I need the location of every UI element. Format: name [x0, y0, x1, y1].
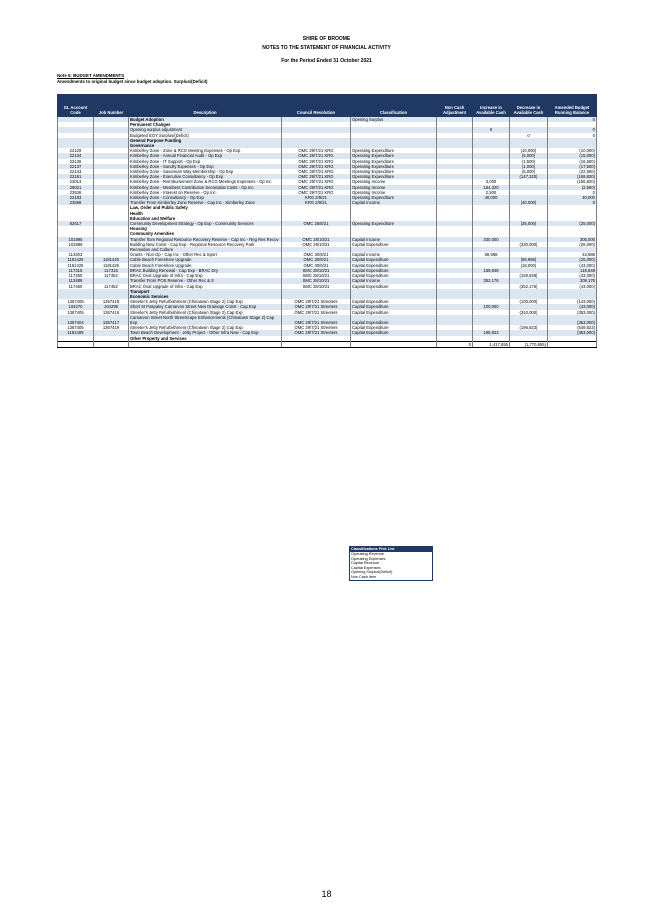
cell-description: Streeter's Jetty Refurbishment (Chinatown Stage 2) Cap Exp — [129, 299, 282, 304]
cell-amended-balance: (549,823) — [548, 325, 597, 330]
cell-classification: Operating Expenditure — [351, 169, 437, 174]
cell-classification: Capital Expenditure — [351, 304, 437, 309]
cell-decrease: (5,000) — [510, 153, 548, 158]
cell-classification: Operating Expenditure — [351, 174, 437, 179]
cell-amended-balance: (143,000) — [548, 299, 597, 304]
table-row — [58, 315, 597, 325]
cell-classification: Operating Income — [351, 190, 437, 195]
cell-council-resolution: OMC 26/8/21 — [282, 221, 351, 226]
cell-classification: Capital Expenditure — [351, 315, 437, 325]
cell-council-resolution: OMC 29/7/21 Streeters — [282, 299, 351, 304]
cell-amended-balance: (10,000) — [548, 148, 597, 153]
cell-gl-account: 22181 — [58, 174, 94, 179]
cell-gl-account: 104270 — [58, 304, 94, 309]
cell-amended-balance: 43,988 — [548, 252, 597, 257]
col-description: Description — [129, 95, 282, 117]
note-title: Note 5: BUDGET AMENDMENTS — [57, 73, 125, 78]
cell-description: Kimberley Zone - Annual Financial Audit - Op Exp — [129, 153, 282, 158]
cell-description: Kimberley Zone - Savannah Way Membership - Op Exp — [129, 169, 282, 174]
cell-description: Budgeted EOY Surplus/(Deficit) — [129, 133, 282, 138]
cell-amended-balance: 0 — [548, 133, 597, 138]
cell-description: General Purpose Funding — [129, 138, 282, 143]
cell-classification: Capital Expenditure — [351, 325, 437, 330]
cell-decrease — [510, 315, 548, 325]
cell-decrease: 0 — [510, 133, 548, 138]
cell-classification: Operating Expenditure — [351, 153, 437, 158]
cell-gl-account: 1181409 — [58, 330, 94, 335]
picklist-item: Capital Revenue — [351, 561, 380, 566]
cell-description: Law, Order and Public Safety — [129, 205, 282, 210]
classifications-pick-list — [349, 546, 433, 581]
cell-increase: 196,823 — [473, 330, 510, 335]
cell-classification: Capital Expenditure — [351, 257, 437, 262]
cell-council-resolution: SMC 28/10/21 — [282, 268, 351, 273]
cell-gl-account: 22183 — [58, 195, 94, 200]
cell-gl-account: 22134 — [58, 153, 94, 158]
cell-decrease: (1,000) — [510, 164, 548, 169]
cell-classification: Capital Income — [351, 237, 437, 242]
cell-gl-account: 1181425 — [58, 263, 94, 268]
cell-council-resolution: OMC 29/7/21 Streeters — [282, 315, 351, 325]
cell-decrease: (352,176) — [510, 284, 548, 289]
cell-decrease: (5,000) — [510, 169, 548, 174]
cell-council-resolution: OMC 29/7/21 KRG — [282, 174, 351, 179]
cell-amended-balance: (25,000) — [548, 221, 597, 226]
report-period: For the Period Ended 31 October 2021 — [281, 58, 372, 64]
cell-description: BRAC Oval Upgrade of Infra - Cap Exp — [129, 284, 282, 289]
cell-description: Community Development Strategy - Op Exp - Community Services — [129, 221, 282, 226]
cell-classification: Operating Expenditure — [351, 164, 437, 169]
picklist-item: Operating Revenue — [351, 552, 384, 556]
cell-council-resolution: OMC 29/7/21 KRG — [282, 185, 351, 190]
cell-amended-balance: 116,848 — [548, 268, 597, 273]
cell-gl-account: 117450 — [58, 273, 94, 278]
cell-description: Governance — [129, 143, 282, 148]
cell-decrease: (68,988) — [510, 257, 548, 262]
org-title: SHIRE OF BROOME — [302, 36, 351, 42]
picklist-item: Non Cash Item — [351, 574, 377, 579]
cell-description: Transport — [129, 289, 282, 294]
cell-gl-account: 101896 — [58, 242, 94, 247]
cell-non-cash — [437, 315, 473, 325]
note-subtitle: Amendments to original budget since budget adoption. Surplus/(Deficit) — [57, 79, 208, 84]
cell-increase: 100,000 — [473, 304, 510, 309]
cell-description: Opening surplus adjustment — [129, 127, 282, 132]
col-classification: Classification — [351, 95, 437, 117]
cell-council-resolution: OMC 29/7/21 KRG — [282, 164, 351, 169]
cell-council-resolution: KRG 2/9/21 — [282, 195, 351, 200]
picklist-item: Capital Expenses — [351, 565, 381, 570]
cell-council-resolution: SMC 28/10/21 — [282, 273, 351, 278]
cell-amended-balance: (17,500) — [548, 164, 597, 169]
cell-increase: 164,320 — [473, 185, 510, 190]
cell-classification: Capital Expenditure — [351, 242, 437, 247]
cell-description: Permanent Changes — [129, 122, 282, 127]
cell-description: Transfer from Regional Resource Recovery Reserve - Cap Inc - Reg Res Recov — [129, 237, 282, 242]
cell-description: Housing — [129, 226, 282, 231]
cell-increase — [473, 315, 510, 325]
cell-description: Kimberley Zone - Reimbursement Zone & RCG Meetings Expenses - Op Inc — [129, 179, 282, 184]
cell-gl-account: 23598 — [58, 200, 94, 205]
cell-council-resolution: OMC 30/9/21 — [282, 252, 351, 257]
cell-council-resolution: OMC 28/10/21 — [282, 237, 351, 242]
cell-amended-balance: (43,000) — [548, 273, 597, 278]
cell-decrease: (100,000) — [510, 299, 548, 304]
cell-classification: Capital Income — [351, 252, 437, 257]
cell-council-resolution: OMC 29/7/21 KRG — [282, 179, 351, 184]
cell-description: Kimberley Zone - Sundry Expenses - Op Exp — [129, 164, 282, 169]
cell-decrease: (25,000) — [510, 221, 548, 226]
cell-classification: Capital Income — [351, 200, 437, 205]
cell-council-resolution: OMC 30/9/21 — [282, 263, 351, 268]
totals-row — [58, 341, 597, 347]
cell-gl-account: 29021 — [58, 185, 94, 190]
cell-description: Kimberley Zone - IT Support - Op Exp — [129, 159, 282, 164]
cell-council-resolution: OMC 30/9/21 — [282, 257, 351, 262]
cell-classification: Capital Expenditure — [351, 284, 437, 289]
col-non-cash: Non Cash Adjustment — [437, 95, 473, 117]
cell-description: Transfer From Kimberley Zone Reserve - Cap Inc - Kimberley Zone — [129, 200, 282, 205]
cell-amended-balance: (353,000) — [548, 330, 597, 335]
cell-decrease: (18,000) — [510, 263, 548, 268]
cell-amended-balance: (166,820) — [548, 179, 597, 184]
cell-amended-balance: 309,176 — [548, 278, 597, 283]
cell-classification: Capital Expenditure — [351, 299, 437, 304]
cell-decrease: (1,500) — [510, 159, 548, 164]
cell-description: Streeter's Jetty Refurbishment (Chinatown Stage 2) Cap Exp — [129, 325, 282, 330]
cell-amended-balance: (169,820) — [548, 174, 597, 179]
cell-amended-balance: 305,000 — [548, 237, 597, 242]
cell-council-resolution: OMC 29/7/21 Streeters — [282, 310, 351, 315]
picklist-item: Opening Surplus(Deficit) — [351, 570, 393, 575]
cell-description: Community Amenities — [129, 231, 282, 236]
cell-gl-account: 117315 — [58, 268, 94, 273]
cell-decrease: (196,823) — [510, 325, 548, 330]
picklist-item: Operating Expenses — [351, 556, 386, 561]
cell-amended-balance: (43,000) — [548, 304, 597, 309]
cell-amended-balance: (353,000) — [548, 310, 597, 315]
cell-council-resolution: OMC 29/7/21 KRG — [282, 159, 351, 164]
cell-council-resolution: OMC 29/7/21 KRG — [282, 153, 351, 158]
cell-classification: Operating Expenditure — [351, 148, 437, 153]
cell-amended-balance: (43,000) — [548, 263, 597, 268]
cell-classification: Capital Expenditure — [351, 330, 437, 335]
cell-gl-account: 113403 — [58, 252, 94, 257]
cell-classification: Capital Income — [351, 278, 437, 283]
cell-gl-account: 1367405 — [58, 310, 94, 315]
cell-description: BRAC Oval Upgrade of Infra - Cap Exp — [129, 273, 282, 278]
cell-classification: Capital Expenditure — [351, 268, 437, 273]
cell-classification: Operating Income — [351, 179, 437, 184]
cell-increase: 0 — [473, 127, 510, 132]
cell-job-number: 117452 — [94, 273, 129, 278]
cell-job-number: 1367419 — [94, 325, 129, 330]
cell-description: Streeter's Jetty Refurbishment (Chinatown Stage 2) Cap Exp — [129, 310, 282, 315]
cell-amended-balance: 0 — [548, 127, 597, 132]
cell-gl-account: 22143 — [58, 169, 94, 174]
cell-amended-balance: (25,000) — [548, 257, 597, 262]
cell-description: Kimberley Zone - Executive Consultancy - Op Exp — [129, 174, 282, 179]
cell-increase: 159,848 — [473, 268, 510, 273]
cell-increase: 68,988 — [473, 252, 510, 257]
cell-council-resolution: SMC 28/10/21 — [282, 284, 351, 289]
cell-amended-balance: (43,000) — [548, 284, 597, 289]
cell-classification: Capital Expenditure — [351, 263, 437, 268]
cell-description: Kimberley Zone - Consultancy - Op Exp — [129, 195, 282, 200]
cell-gl-account: 23536 — [58, 190, 94, 195]
page-number: 18 — [321, 889, 332, 899]
cell-description: Short St Paspaley Carnarvon Street New Drainage Const - Cap Exp — [129, 304, 282, 309]
cell-gl-account: 117450 — [58, 284, 94, 289]
cell-increase: 2,500 — [473, 190, 510, 195]
budget-amendments-table — [57, 94, 597, 348]
col-increase: Increase in Available Cash — [473, 95, 510, 117]
cell-description: Kimberley Zone - Zone & RCG Meeting Expenses - Op Exp — [129, 148, 282, 153]
cell-job-number: 117452 — [94, 284, 129, 289]
cell-classification: Capital Expenditure — [351, 310, 437, 315]
col-council-resolution: Council Resolution — [282, 95, 351, 117]
cell-description: Economic Services — [129, 294, 282, 299]
cell-amended-balance: (353,000) — [548, 315, 597, 325]
cell-job-number: 1367419 — [94, 310, 129, 315]
cell-council-resolution: OMC 28/10/21 — [282, 242, 351, 247]
cell-description: Education and Welfare — [129, 216, 282, 221]
cell-description: Health — [129, 211, 282, 216]
cell-gl-account: 113489 — [58, 278, 94, 283]
total-decrease: (1,770,655) — [510, 341, 548, 347]
cell-job-number: 1181426 — [94, 263, 129, 268]
cell-decrease: (10,000) — [510, 148, 548, 153]
cell-job-number: 1367417 — [94, 315, 129, 325]
cell-amended-balance: 40,000 — [548, 195, 597, 200]
cell-description: Town Beach Development - Jetty Project - Other Infra New - Cap Exp — [129, 330, 282, 335]
cell-classification: Operating Expenditure — [351, 159, 437, 164]
cell-decrease: (147,320) — [510, 174, 548, 179]
picklist-title: Classifications Pick List — [350, 547, 432, 552]
cell-council-resolution: OMC 29/7/21 KRG — [282, 169, 351, 174]
cell-gl-account: 23013 — [58, 179, 94, 184]
cell-increase: 40,000 — [473, 195, 510, 200]
cell-description: Budget Adoption — [129, 117, 282, 123]
cell-description: Kimberley Zone - Members Contribution Secretariat Costs - Op Inc — [129, 185, 282, 190]
table-body — [58, 117, 597, 342]
cell-gl-account: 1367405 — [58, 325, 94, 330]
cell-increase: 330,000 — [473, 237, 510, 242]
cell-gl-account: 22136 — [58, 159, 94, 164]
cell-classification: Operating Expenditure — [351, 195, 437, 200]
cell-description: Kimberley Zone - Interest on Reserve - Op Inc. — [129, 190, 282, 195]
cell-decrease: (40,000) — [510, 200, 548, 205]
cell-classification: Opening Surplus — [351, 117, 437, 123]
cell-description: BRAC Building Renewal - Cap Exp - BRAC Dry — [129, 268, 282, 273]
cell-gl-account: 101995 — [58, 237, 94, 242]
cell-gl-account: 22137 — [58, 164, 94, 169]
cell-job-number: 104299 — [94, 304, 129, 309]
cell-amended-balance: (2,500) — [548, 185, 597, 190]
col-decrease: Decrease in Available Cash — [510, 95, 548, 117]
cell-description: Carnarvon Street North Streetscape Enhancements (Chinatown Stage 2) Cap Exp — [129, 315, 282, 325]
cell-description: Grants - Non Op - Cap Inc - Other Rec & Sport — [129, 252, 282, 257]
cell-job-number: 1181426 — [94, 257, 129, 262]
cell-description: Building New Const - Cap Exp - Regional Resource Recovery Park — [129, 242, 282, 247]
cell-decrease: (310,000) — [510, 310, 548, 315]
cell-description: Other Property and Services — [129, 336, 282, 341]
cell-gl-account: 82617 — [58, 221, 94, 226]
cell-job-number: 1367419 — [94, 299, 129, 304]
cell-increase: 352,176 — [473, 278, 510, 283]
cell-council-resolution: OMC 29/7/21 Streeters — [282, 325, 351, 330]
cell-amended-balance: 0 — [548, 190, 597, 195]
cell-council-resolution: OMC 29/7/21 Streeters — [282, 330, 351, 335]
cell-description: Cable Beach Foreshore Upgrade — [129, 257, 282, 262]
cell-council-resolution: OMC 29/7/21 Streeters — [282, 304, 351, 309]
cell-amended-balance: (25,000) — [548, 242, 597, 247]
total-increase: 1,417,655 — [473, 341, 510, 347]
col-job-number: Job Number — [94, 95, 129, 117]
cell-job-number: 117316 — [94, 268, 129, 273]
cell-council-resolution: SMC 28/10/21 — [282, 278, 351, 283]
cell-council-resolution: KRG 2/9/21 — [282, 200, 351, 205]
cell-classification: Operating Income — [351, 185, 437, 190]
report-subtitle: NOTES TO THE STATEMENT OF FINANCIAL ACTIVITY — [262, 45, 391, 51]
cell-increase: 3,000 — [473, 179, 510, 184]
cell-amended-balance: (15,000) — [548, 153, 597, 158]
cell-gl-account: 1367404 — [58, 315, 94, 325]
total-non-cash: 0 — [437, 341, 473, 347]
col-amended-balance: Amended Budget Running Balance — [548, 95, 597, 117]
cell-council-resolution: OMC 29/7/21 KRG — [282, 190, 351, 195]
cell-classification: Capital Expenditure — [351, 273, 437, 278]
col-gl-account: GL Account Code — [58, 95, 94, 117]
cell-description: Recreation and Culture — [129, 247, 282, 252]
cell-description: Cable Beach Foreshore Upgrade — [129, 263, 282, 268]
cell-description: Transfer From POS Reserve - Other Rec & S — [129, 278, 282, 283]
cell-amended-balance: 0 — [548, 117, 597, 123]
cell-amended-balance: 0 — [548, 200, 597, 205]
cell-decrease: (330,000) — [510, 242, 548, 247]
cell-amended-balance: (22,500) — [548, 169, 597, 174]
cell-amended-balance: (16,500) — [548, 159, 597, 164]
cell-classification: Operating Expenditure — [351, 221, 437, 226]
cell-gl-account: 1367405 — [58, 299, 94, 304]
cell-gl-account: 22129 — [58, 148, 94, 153]
cell-gl-account: 1181425 — [58, 257, 94, 262]
cell-decrease: (159,848) — [510, 273, 548, 278]
cell-council-resolution: OMC 29/7/21 KRG — [282, 148, 351, 153]
